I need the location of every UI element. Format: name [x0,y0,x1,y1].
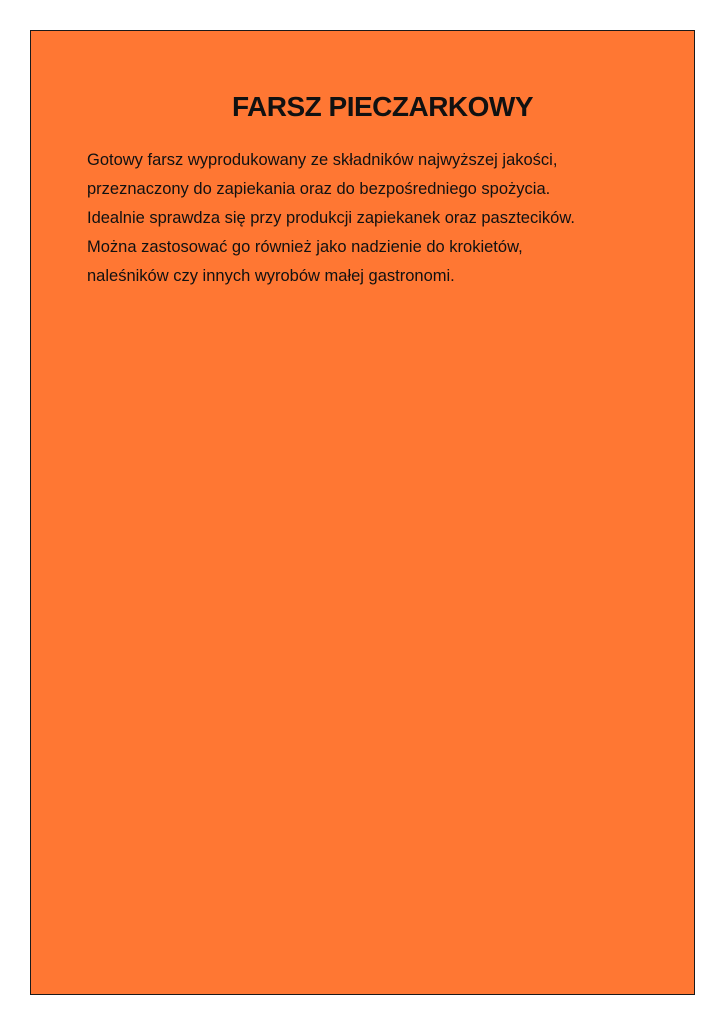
product-title: FARSZ PIECZARKOWY [231,91,534,122]
description-line: przeznaczony do zapiekania oraz do bezpośredniego spożycia. [87,180,551,198]
description-line: Można zastosować go również jako nadzienie do krokietów, [87,238,523,256]
description-line: naleśników czy innych wyrobów małej gastronomi. [87,267,455,285]
description-line: Gotowy farsz wyprodukowany ze składników najwyższej jakości, [87,151,558,169]
product-description [87,146,657,291]
description-line: Idealnie sprawdza się przy produkcji zapiekanek oraz pasztecików. [87,209,575,227]
product-card [30,30,695,995]
